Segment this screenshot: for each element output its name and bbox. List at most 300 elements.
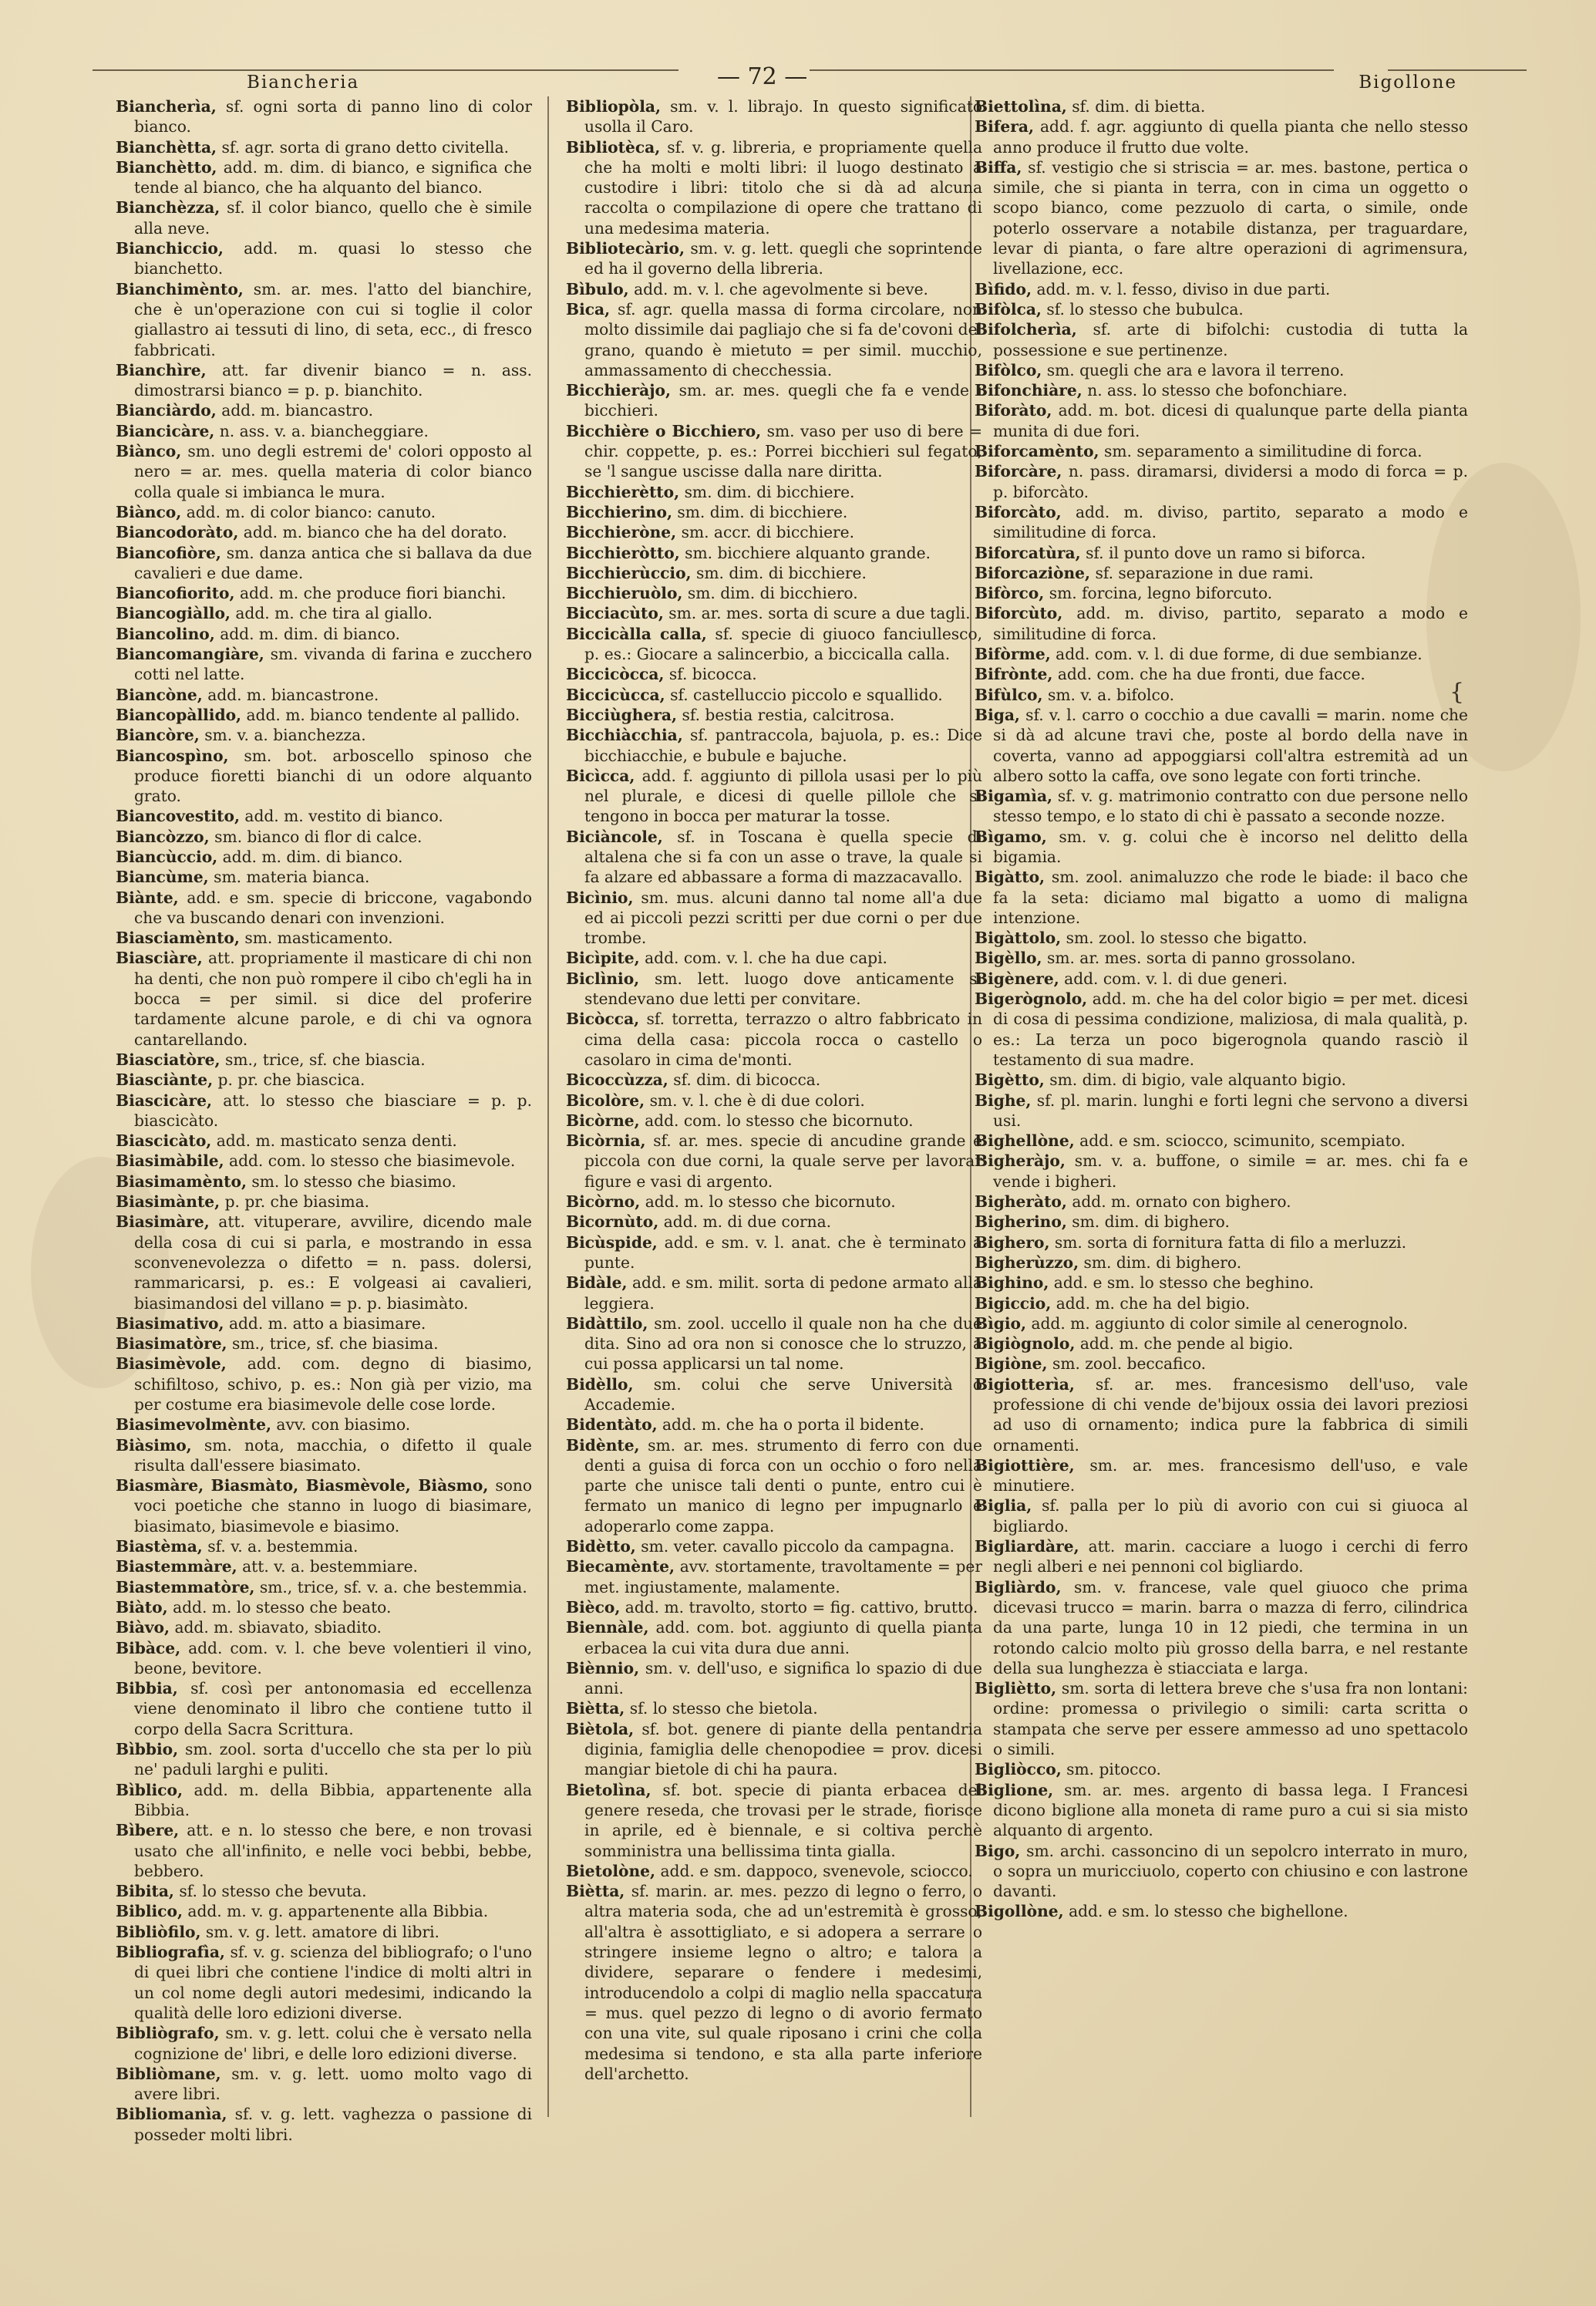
entry-headword: Bìbulo,	[566, 279, 629, 298]
dictionary-entry	[975, 1091, 1468, 1131]
entry-definition: sm. pitocco.	[1066, 1760, 1161, 1779]
dictionary-entry	[975, 1901, 1468, 1921]
entry-definition: sf. torretta, terrazzo o altro fabbricato in cima della casa: piccola rocca o castello o casolaro in cima de'monti.	[584, 1010, 982, 1069]
entry-headword: Biastèma,	[116, 1537, 203, 1556]
entry-definition: att. lo stesso che biasciare = p. p. biascicàto.	[134, 1091, 532, 1130]
entry-definition: att. far divenir bianco = n. ass. dimostrarsi bianco = p. p. bianchito.	[134, 360, 532, 400]
entry-definition: sf. pl. marin. lunghi e forti legni che servono a diversi usi.	[993, 1091, 1468, 1130]
entry-definition: sf. dim. di bicocca.	[673, 1070, 821, 1090]
dictionary-entry	[975, 116, 1468, 157]
dictionary-entry	[116, 522, 532, 542]
entry-definition: add. e sm. lo stesso che beghino.	[1053, 1273, 1315, 1293]
entry-definition: sm. sorta di fornitura fatta di filo a merluzzi.	[1054, 1232, 1407, 1252]
dictionary-entry	[116, 1070, 532, 1090]
entry-definition: n. ass. v. a. biancheggiare.	[219, 421, 429, 440]
entry-headword: Biètta,	[566, 1699, 625, 1718]
entry-definition: sf. ogni sorta di panno lino di color bianco.	[134, 97, 532, 137]
dictionary-entry	[566, 380, 982, 421]
entry-definition: sm. v. g. lett. uomo molto vago di avere libri.	[134, 2064, 532, 2104]
entry-definition: sm. danza antica che si ballava da due cavalieri e due dame.	[134, 543, 532, 582]
entry-headword: Bibliopòla,	[566, 97, 662, 116]
entry-headword: Biforàto,	[975, 401, 1052, 420]
entry-definition: add. m. dim. di bianco, e significa che tende al bianco, che ha alquanto del bianco.	[134, 157, 532, 197]
dictionary-entry	[566, 543, 982, 563]
entry-headword: Biascicàre,	[116, 1091, 213, 1110]
entry-definition: add. m. aggiunto di color simile al cenerognolo.	[1031, 1313, 1408, 1333]
entry-definition: add. m. dim. di bianco.	[222, 847, 403, 866]
dictionary-entry	[975, 96, 1468, 116]
entry-headword: Biasciamènto,	[116, 929, 240, 948]
entry-headword: Biforcamènto,	[975, 442, 1099, 461]
dictionary-entry	[566, 1009, 982, 1070]
entry-headword: Bigheràjo,	[975, 1151, 1066, 1171]
entry-definition: sm. sorta di lettera breve che s'usa fra non lontani: ordine: promessa o privilegio o simili: carta scritta o stampata che serve per essere ammesso ad uno spettacolo o simili.	[993, 1679, 1468, 1759]
entry-headword: Bicciacùto,	[566, 604, 664, 623]
dictionary-entry	[975, 157, 1468, 279]
entry-definition: sm. v. a. bifolco.	[1047, 685, 1175, 704]
entry-definition: sf. v. g. libreria, e propriamente quella che ha molti e molti libri: il luogo destinato a custodire i libri: titolo che si dà ad alcuna raccolta o compilazione di opere che trattano di una medesima materia.	[584, 137, 982, 238]
entry-definition: add. m. vestito di bianco.	[244, 807, 443, 826]
entry-definition: add. m. diviso, partito, separato a modo e similitudine di forca.	[993, 604, 1468, 643]
dictionary-entry	[975, 279, 1468, 299]
dictionary-entry	[975, 685, 1468, 705]
entry-definition: sf. ar. mes. francesismo dell'uso, vale professione di chi vende de'bijoux ossia dei lavori preziosi ad uso di ornamento; indica pure la fabbrica di simili ornamenti.	[993, 1374, 1468, 1455]
dictionary-entry	[116, 197, 532, 238]
entry-headword: Bigollòne,	[975, 1902, 1064, 1921]
entry-headword: Bicòrne,	[566, 1111, 640, 1130]
dictionary-entry	[566, 1556, 982, 1597]
entry-headword: Bighellòne,	[975, 1131, 1075, 1151]
entry-definition: n. pass. diramarsi, dividersi a modo di forca = p. p. biforcàto.	[993, 462, 1468, 501]
dictionary-entry	[975, 543, 1468, 563]
entry-definition: p. pr. che biasima.	[224, 1192, 370, 1212]
dictionary-entry	[975, 1536, 1468, 1577]
dictionary-entry	[975, 603, 1468, 644]
entry-definition: sf. separazione in due rami.	[1095, 563, 1314, 582]
entry-headword: Bianchètto,	[116, 157, 217, 177]
dictionary-entry	[116, 1354, 532, 1414]
entry-definition: sm. v. g. lett. amatore di libri.	[205, 1922, 439, 1941]
entry-headword: Bighero,	[975, 1232, 1050, 1252]
dictionary-entry	[116, 2104, 532, 2145]
dictionary-entry	[975, 1273, 1468, 1293]
dictionary-entry	[116, 603, 532, 623]
dictionary-entry	[566, 685, 982, 705]
entry-headword: Bicchieruòlo,	[566, 584, 683, 603]
entry-definition: sono voci poetiche che stanno in luogo di biasimare, biasimato, biasimevole e biasimo.	[134, 1476, 532, 1536]
entry-definition: sm. bot. arboscello spinoso che produce fioretti bianchi di un odore alquanto grato.	[134, 746, 532, 806]
entry-definition: add. e sm. milit. sorta di pedone armato alla leggiera.	[584, 1273, 982, 1313]
dictionary-entry	[566, 725, 982, 766]
entry-definition: add. m. di due corna.	[663, 1212, 832, 1232]
entry-headword: Bìfido,	[975, 279, 1032, 298]
entry-headword: Biàto,	[116, 1597, 168, 1617]
dictionary-entry	[566, 96, 982, 137]
entry-definition: add. m. sbiavato, sbiadito.	[174, 1618, 382, 1637]
entry-definition: add. m. lo stesso che beato.	[173, 1597, 392, 1617]
entry-definition: add. m. masticato senza denti.	[216, 1131, 457, 1151]
dictionary-entry	[116, 948, 532, 1049]
dictionary-entry	[116, 1313, 532, 1333]
entry-definition: sf. agr. sorta di grano detto civitella.	[221, 137, 510, 157]
entry-definition: sm. vivanda di farina e zucchero cotti nel latte.	[134, 645, 532, 684]
entry-headword: Biasimàre,	[116, 1212, 210, 1232]
entry-definition: avv. stortamente, travoltamente = per met. ingiustamente, malamente.	[584, 1557, 982, 1596]
dictionary-entry	[116, 421, 532, 441]
entry-headword: Bicoccùzza,	[566, 1070, 668, 1090]
entry-headword: Biànte,	[116, 888, 179, 907]
entry-headword: Bibliomanìa,	[116, 2105, 227, 2124]
entry-headword: Bièco,	[566, 1597, 621, 1617]
dictionary-entry	[566, 1131, 982, 1192]
dictionary-entry	[566, 888, 982, 949]
entry-headword: Bicòrno,	[566, 1192, 641, 1212]
entry-headword: Biancopàllido,	[116, 705, 242, 724]
dictionary-entry	[975, 563, 1468, 583]
dictionary-entry	[566, 1313, 982, 1374]
entry-definition: sm. archi. cassoncino di un sepolcro interrato in muro, o sopra un muricciuolo, coperto con chiusino e con lastrone davanti.	[993, 1841, 1468, 1901]
dictionary-entry	[975, 380, 1468, 400]
dictionary-entry	[975, 1577, 1468, 1678]
entry-headword: Bianchèzza,	[116, 198, 221, 217]
entry-definition: sf. agr. quella massa di forma circolare, non molto dissimile dai pagliajo che si fa de'covoni del grano, quando è mietuto = per simil. mucchio, ammassamento di checchessia.	[584, 299, 982, 379]
dictionary-entry	[116, 1597, 532, 1617]
entry-definition: sf. bicocca.	[668, 665, 757, 684]
entry-definition: sm. v. dell'uso, e significa lo spazio di due anni.	[584, 1658, 982, 1698]
entry-headword: Bicòcca,	[566, 1010, 640, 1029]
dictionary-entry	[116, 1556, 532, 1576]
entry-headword: Bicchière o Bicchiero,	[566, 421, 762, 440]
entry-definition: att. propriamente il masticare di chi non ha denti, che non può rompere il cibo ch'egli ha in bocca = per simil. si dice del proferire tardamente alcune parole, e di chi va ognora cantarellando.	[134, 949, 532, 1049]
entry-headword: Biancomangiàre,	[116, 645, 264, 664]
entry-headword: Bigiccio,	[975, 1293, 1052, 1313]
dictionary-entry	[975, 1252, 1468, 1273]
entry-headword: Bigherino,	[975, 1212, 1067, 1232]
entry-headword: Bicìcca,	[566, 766, 635, 785]
dictionary-entry	[566, 1212, 982, 1232]
entry-definition: add. m. dim. di bianco.	[220, 624, 400, 643]
entry-headword: Biasimàbile,	[116, 1151, 224, 1171]
entry-definition: sm. zool. uccello il quale non ha che due dita. Sino ad ora non si conosce che lo struzzo, a cui possa applicarsi un tal nome.	[584, 1313, 982, 1374]
entry-definition: sm. mus. alcuni danno tal nome all'a due ed ai piccoli pezzi scritti per due corni o per due trombe.	[584, 888, 982, 948]
dictionary-entry	[566, 421, 982, 482]
entry-definition: sm. v. francese, vale quel giuoco che prima dicevasi trucco = marin. barra o mazza di ferro, cilindrica da una parte, lunga 10 in 12 piedi, che termina in un rotondo calcio molto più grosso della barra, e nel restante della sua lunghezza è stiacciata e larga.	[993, 1577, 1468, 1677]
entry-definition: sm. v. l. librajo. In questo significato usolla il Caro.	[584, 97, 982, 137]
entry-headword: Bigàtto,	[975, 868, 1045, 887]
dictionary-entry	[116, 705, 532, 725]
dictionary-entry	[975, 502, 1468, 543]
dictionary-entry	[566, 137, 982, 238]
entry-headword: Biffa,	[975, 157, 1022, 177]
entry-headword: Bicolòre,	[566, 1091, 645, 1110]
entry-definition: sm. ar. mes. sorta di scure a due tagli.	[668, 604, 971, 623]
entry-definition: add. com. lo stesso che bicornuto.	[645, 1111, 914, 1130]
entry-definition: sf. il punto dove un ramo si biforca.	[1086, 543, 1366, 562]
entry-definition: add. m. bot. dicesi di qualunque parte della pianta munita di due fori.	[993, 401, 1468, 440]
entry-headword: Bifòrco,	[975, 584, 1045, 603]
entry-headword: Bibliotèca,	[566, 137, 661, 157]
dictionary-entry	[975, 948, 1468, 968]
entry-definition: add. e sm. sciocco, scimunito, scempiato.	[1079, 1131, 1406, 1151]
entry-headword: Bicùspide,	[566, 1232, 658, 1252]
entry-headword: Biancòne,	[116, 685, 203, 704]
dictionary-entry	[116, 2023, 532, 2064]
entry-definition: add. f. aggiunto di pillola usasi per lo più nel plurale, e dicesi di quelle pillole che si tengono in bocca per maturar la tosse.	[584, 766, 982, 826]
dictionary-entry	[975, 1313, 1468, 1333]
entry-headword: Bifera,	[975, 117, 1035, 137]
entry-headword: Bibliòmane,	[116, 2064, 221, 2083]
entry-definition: sf. bot. genere di piante della pentandria diginia, famiglia delle chenopodiee = prov. dicesi mangiar bietole di chi ha paura.	[584, 1719, 982, 1779]
entry-definition: sf. dim. di bietta.	[1072, 97, 1206, 116]
dictionary-entry	[566, 1881, 982, 2084]
entry-definition: sf. lo stesso che bevuta.	[179, 1882, 367, 1901]
entry-definition: sf. in Toscana è quella specie di altalena che si fa con un asse o trave, la quale si fa alzare ed abbassare a forma di mazzacavallo.	[584, 827, 982, 887]
dictionary-entry	[975, 969, 1468, 989]
dictionary-entry	[975, 360, 1468, 380]
dictionary-entry	[116, 888, 532, 929]
entry-headword: Bicchieròtto,	[566, 543, 680, 562]
entry-headword: Biga,	[975, 705, 1020, 724]
entry-definition: sm. bicchiere alquanto grande.	[685, 543, 931, 562]
entry-definition: add. com. che ha due fronti, due facce.	[1057, 665, 1365, 684]
entry-headword: Bibbia,	[116, 1679, 178, 1698]
dictionary-entry	[975, 705, 1468, 786]
dictionary-entry	[975, 1678, 1468, 1759]
entry-headword: Biancovestito,	[116, 807, 240, 826]
entry-definition: sf. marin. ar. mes. pezzo di legno o ferro, o altra materia soda, che ad un'estremità è grosso, all'altra è assottigliato, e si adopera a serrare o stringere insieme legno o altro; e talora a dividere, separare o fendere i medesimi, introducendolo a colpi di maglio nella spaccatura = mus. quel pezzo di legno o di avorio fermato con una vite, sul quale riposano i crini che colla medesima si tendono, e sta alla parte inferiore dell'archetto.	[584, 1882, 982, 2083]
dictionary-entry	[566, 1658, 982, 1699]
dictionary-entry	[566, 827, 982, 888]
entry-definition: add. m. della Bibbia, appartenente alla Bibbia.	[134, 1780, 532, 1819]
entry-definition: sf. v. g. scienza del bibliografo; o l'uno di quei libri che contiene l'indice di molti altri in un col nome degli autori medesimi, indicando la qualità delle loro edizioni diverse.	[134, 1943, 532, 2022]
entry-headword: Bidèllo,	[566, 1374, 634, 1394]
dictionary-entry	[566, 705, 982, 725]
entry-definition: sm. dim. di bicchiero.	[687, 584, 858, 603]
dictionary-entry	[116, 806, 532, 826]
entry-headword: Bigherùzzo,	[975, 1252, 1079, 1272]
entry-definition: sf. v. g. lett. vaghezza o passione di posseder molti libri.	[134, 2105, 532, 2144]
entry-headword: Bicchiàcchia,	[566, 726, 683, 745]
dictionary-entry	[975, 786, 1468, 827]
entry-headword: Bicciùghera,	[566, 705, 678, 724]
entry-definition: add. com. v. l. che beve volentieri il vino, beone, bevitore.	[134, 1638, 532, 1677]
dictionary-entry	[975, 1151, 1468, 1192]
entry-definition: sm. veter. cavallo piccolo da campagna.	[641, 1537, 955, 1556]
entry-headword: Biccicàlla calla,	[566, 624, 707, 643]
entry-headword: Bigo,	[975, 1841, 1021, 1860]
entry-headword: Biforcatùra,	[975, 543, 1081, 562]
dictionary-entry	[975, 1495, 1468, 1536]
entry-definition: add. e sm. lo stesso che bighellone.	[1069, 1902, 1349, 1921]
entry-headword: Biancherìa,	[116, 97, 217, 116]
entry-definition: sm. zool. beccafico.	[1052, 1354, 1207, 1374]
entry-headword: Biasciànte,	[116, 1070, 214, 1090]
entry-headword: Bicchierètto,	[566, 482, 680, 501]
entry-headword: Bigiòne,	[975, 1354, 1048, 1374]
entry-headword: Biancòre,	[116, 726, 200, 745]
entry-definition: sm. dim. di bigio, vale alquanto bigio.	[1049, 1070, 1346, 1090]
entry-headword: Biasimànte,	[116, 1192, 221, 1212]
dictionary-entry	[566, 603, 982, 623]
dictionary-entry	[566, 1435, 982, 1536]
entry-definition: sm. dim. di bicchiere.	[677, 502, 848, 521]
entry-definition: add. m. che produce fiori bianchi.	[239, 584, 507, 603]
dictionary-entry	[116, 1131, 532, 1151]
dictionary-entry	[116, 583, 532, 603]
dictionary-entry	[116, 624, 532, 644]
entry-headword: Biancospìno,	[116, 746, 229, 765]
entry-headword: Bìgio,	[975, 1313, 1027, 1333]
entry-headword: Biastemmàre,	[116, 1557, 237, 1576]
dictionary-entry	[116, 157, 532, 198]
entry-definition: add. m. quasi lo stesso che bianchetto.	[134, 239, 532, 278]
dictionary-entry	[116, 1739, 532, 1780]
dictionary-entry	[975, 1293, 1468, 1313]
entry-headword: Bigliètto,	[975, 1679, 1057, 1698]
entry-headword: Bigerògnolo,	[975, 989, 1088, 1009]
entry-definition: add. m. atto a biasimare.	[228, 1313, 426, 1333]
entry-definition: sm. materia bianca.	[214, 868, 370, 887]
dictionary-entry	[566, 482, 982, 502]
dictionary-entry	[975, 461, 1468, 502]
dictionary-entry	[116, 1172, 532, 1192]
dictionary-entry	[566, 1374, 982, 1415]
entry-definition: sm. separamento a similitudine di forca.	[1104, 442, 1423, 461]
entry-headword: Biforcaziòne,	[975, 563, 1091, 582]
dictionary-entry	[566, 522, 982, 542]
entry-headword: Bianchimènto,	[116, 279, 244, 298]
dictionary-entry	[975, 928, 1468, 948]
entry-headword: Bidàle,	[566, 1273, 628, 1293]
entry-definition: sf. vestigio che si striscia = ar. mes. bastone, pertica o simile, che si pianta in terra, con in cima un oggetto o scopo bianco, come pezzuolo di carta, o simile, onde poterlo osservare a notabile distanza, per traguardare, levar di pianta, o fare altre operazioni di agrimensura, livellazione, ecc.	[993, 157, 1468, 278]
entry-headword: Bicchieràjo,	[566, 381, 672, 400]
entry-headword: Bigiottière,	[975, 1455, 1075, 1475]
entry-definition: add. e sm. v. l. anat. che è terminato a punte.	[584, 1232, 982, 1272]
dictionary-entry	[116, 1536, 532, 1556]
entry-definition: sm. ar. mes. strumento di ferro con due denti a guisa di forca con un occhio o foro nella parte che unisce tali denti o punte, entro cui è fermato un manico di legno per impugnarlo e adoperarlo come zappa.	[584, 1435, 982, 1536]
dictionary-entry	[975, 1455, 1468, 1496]
entry-headword: Biforcùto,	[975, 604, 1063, 623]
dictionary-entry	[116, 1212, 532, 1313]
entry-headword: Biettolìna,	[975, 97, 1067, 116]
entry-definition: sf. pantraccola, bajuola, p. es.: Dice bicchiacchie, e bubule e bajuche.	[584, 726, 982, 765]
entry-definition: sf. ar. mes. specie di ancudine grande e piccola con due corni, la quale serve per lavorar figure e vasi di argento.	[584, 1131, 982, 1191]
dictionary-entry	[975, 1131, 1468, 1151]
dictionary-entry	[116, 1638, 532, 1679]
entry-headword: Biancòzzo,	[116, 827, 210, 846]
dictionary-entry	[116, 1577, 532, 1597]
entry-headword: Bicìpite,	[566, 949, 640, 968]
dictionary-entry	[566, 766, 982, 827]
dictionary-entry	[116, 1151, 532, 1171]
entry-headword: Bìblico,	[116, 1780, 183, 1799]
entry-definition: sm. dim. di bicchiere.	[684, 482, 855, 501]
dictionary-entry	[975, 583, 1468, 603]
entry-headword: Bibliografìa,	[116, 1943, 225, 1962]
entry-definition: sm. ar. mes. sorta di panno grossolano.	[1046, 949, 1356, 968]
entry-definition: add. e sm. specie di briccone, vagabondo che va buscando denari con invenzioni.	[134, 888, 532, 927]
entry-definition: add. e sm. dappoco, svenevole, sciocco.	[660, 1861, 973, 1880]
entry-definition: sm. v. a. bianchezza.	[204, 726, 366, 745]
dictionary-entry	[566, 1070, 982, 1090]
entry-definition: sf. così per antonomasia ed eccellenza viene denominato il libro che contiene tutto il corpo della Sacra Scrittura.	[134, 1679, 532, 1738]
entry-definition: sm. zool. lo stesso che bigatto.	[1066, 929, 1308, 948]
dictionary-entry	[116, 847, 532, 867]
entry-headword: Bigèllo,	[975, 949, 1042, 968]
entry-headword: Bigliòcco,	[975, 1760, 1062, 1779]
dictionary-entry	[566, 299, 982, 380]
dictionary-entry	[116, 867, 532, 887]
entry-definition: sm. dim. di bighero.	[1083, 1252, 1242, 1272]
column-rule-1	[547, 96, 549, 2117]
entry-definition: add. m. v. g. appartenente alla Bibbia.	[187, 1902, 489, 1921]
entry-headword: Bicchieròne,	[566, 523, 677, 542]
entry-headword: Bica,	[566, 299, 611, 319]
header-right-guideword: Bigollone	[1359, 72, 1457, 93]
entry-definition: add. m. di color bianco: canuto.	[186, 502, 436, 521]
dictionary-entry	[116, 1475, 532, 1536]
entry-definition: sm. zool. sorta d'uccello che sta per lo più ne' paduli larghi e puliti.	[134, 1740, 532, 1779]
dictionary-entry	[566, 1698, 982, 1718]
entry-headword: Biasciàre,	[116, 949, 203, 968]
entry-headword: Biasimèvole,	[116, 1354, 227, 1374]
dictionary-entry	[566, 1719, 982, 1780]
entry-headword: Bietolìna,	[566, 1780, 652, 1799]
dictionary-entry	[975, 1374, 1468, 1455]
entry-definition: sf. lo stesso che bubulca.	[1046, 299, 1244, 319]
dictionary-entry	[116, 1435, 532, 1476]
dictionary-entry	[566, 1232, 982, 1273]
entry-headword: Biasimamènto,	[116, 1172, 247, 1191]
entry-definition: sm. zool. animaluzzo che rode le biade: il baco che fa la seta: diciamo mal bigatto a uomo di maligna intenzione.	[993, 868, 1468, 927]
entry-definition: sm. v. g. lett. colui che è versato nella cognizione de' libri, e delle loro edizioni diverse.	[134, 2024, 532, 2063]
entry-definition: add. m. ornato con bighero.	[1072, 1192, 1291, 1212]
entry-headword: Bianciàrdo,	[116, 401, 217, 420]
entry-headword: Bicòrnia,	[566, 1131, 646, 1151]
column-1	[116, 96, 532, 2271]
entry-definition: sf. bot. specie di pianta erbacea del genere reseda, che trovasi per le strade, fiorisce in aprile, ed è biennale, e si coltiva perchè somministra una bellissima tinta gialla.	[584, 1780, 982, 1860]
dictionary-entry	[975, 299, 1468, 319]
entry-definition: sm. ar. mes. francesismo dell'uso, e vale minutiere.	[993, 1455, 1468, 1495]
dictionary-entry	[116, 1922, 532, 1942]
entry-headword: Biàsimo,	[116, 1435, 192, 1455]
entry-definition: add. com. bot. aggiunto di quella pianta erbacea la cui vita dura due anni.	[584, 1618, 982, 1657]
margin-mark: {	[1450, 679, 1465, 706]
dictionary-entry	[116, 1414, 532, 1435]
dictionary-entry	[975, 319, 1468, 360]
dictionary-entry	[116, 1192, 532, 1212]
entry-headword: Bietolòne,	[566, 1861, 656, 1880]
entry-headword: Bicchierùccio,	[566, 563, 692, 582]
entry-headword: Biccicòcca,	[566, 665, 665, 684]
entry-headword: Bifòlca,	[975, 299, 1042, 319]
dictionary-entry	[566, 238, 982, 279]
entry-headword: Biastemmatòre,	[116, 1577, 255, 1596]
entry-definition: sf. palla per lo più di avorio con cui si giuoca al bigliardo.	[993, 1496, 1468, 1536]
entry-definition: add. m. che ha del color bigio = per met. dicesi di cosa di pessima condizione, maliziosa, di mala qualità, p. es.: La terza un poco bigerognola quando rasciò il testamento di sua madre.	[993, 989, 1468, 1069]
dictionary-entry	[566, 1861, 982, 1881]
dictionary-entry	[975, 400, 1468, 441]
dictionary-entry	[116, 96, 532, 137]
entry-headword: Bigiògnolo,	[975, 1334, 1076, 1354]
dictionary-entry	[975, 644, 1468, 664]
entry-headword: Bigàttolo,	[975, 929, 1062, 948]
dictionary-entry	[566, 1536, 982, 1556]
dictionary-entry	[566, 624, 982, 665]
entry-headword: Biètta,	[566, 1882, 625, 1901]
dictionary-entry	[116, 543, 532, 584]
dictionary-entry	[566, 563, 982, 583]
